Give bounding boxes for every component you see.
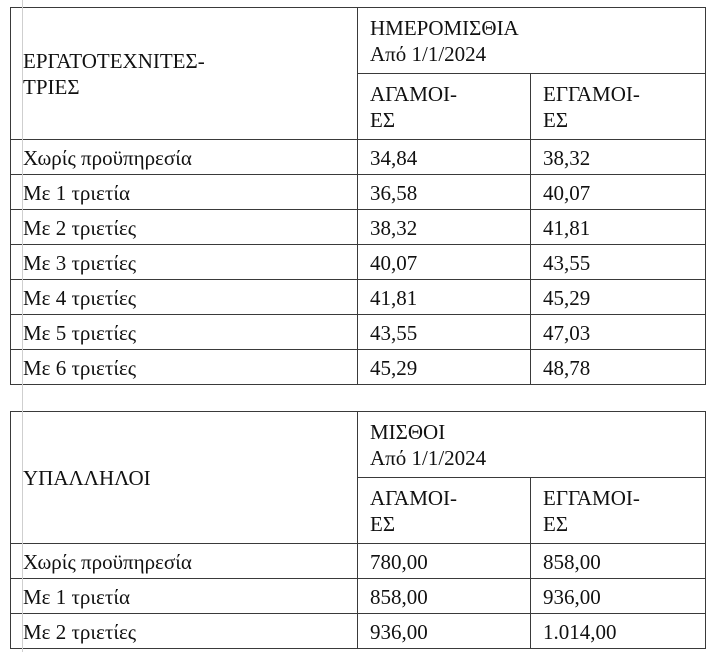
single-value: 780,00 — [358, 544, 531, 579]
single-value: 858,00 — [358, 579, 531, 614]
column-header-single-line1: ΑΓΑΜΟΙ- — [370, 485, 458, 510]
single-value: 41,81 — [358, 280, 531, 315]
single-value: 38,32 — [358, 210, 531, 245]
single-value: 40,07 — [358, 245, 531, 280]
table-header-row — [11, 412, 706, 478]
column-header-married — [531, 478, 706, 544]
table-row — [11, 245, 706, 280]
column-header-single-line1: ΑΓΑΜΟΙ- — [370, 81, 458, 106]
column-header-single — [358, 478, 531, 544]
category-header — [11, 412, 358, 544]
salary-group-header — [358, 412, 706, 478]
column-header-married-line1: ΕΓΓΑΜΟΙ- — [543, 485, 640, 510]
row-label: Με 5 τριετίες — [11, 315, 358, 350]
table-row — [11, 140, 706, 175]
row-label: Με 2 τριετίες — [11, 210, 358, 245]
column-header-single — [358, 74, 531, 140]
row-label: Με 1 τριετία — [11, 579, 358, 614]
row-label: Με 3 τριετίες — [11, 245, 358, 280]
effective-date: Από 1/1/2024 — [370, 445, 487, 470]
married-value: 858,00 — [531, 544, 706, 579]
married-value: 45,29 — [531, 280, 706, 315]
column-header-single-line2: ΕΣ — [370, 107, 396, 132]
table-header-row — [11, 8, 706, 74]
married-value: 43,55 — [531, 245, 706, 280]
row-label: Με 4 τριετίες — [11, 280, 358, 315]
row-label: Χωρίς προϋπηρεσία — [11, 544, 358, 579]
single-value: 43,55 — [358, 315, 531, 350]
married-value: 936,00 — [531, 579, 706, 614]
married-value: 1.014,00 — [531, 614, 706, 649]
row-label: Με 2 τριετίες — [11, 614, 358, 649]
married-value: 38,32 — [531, 140, 706, 175]
page-margin-guide — [22, 0, 23, 652]
category-label-line2: ΤΡΙΕΣ — [23, 74, 80, 99]
category-label: ΥΠΑΛΛΗΛΟΙ — [23, 465, 151, 490]
single-value: 45,29 — [358, 350, 531, 385]
table-row — [11, 315, 706, 350]
wage-group-title: ΗΜΕΡΟΜΙΣΘΙΑ — [370, 15, 519, 40]
column-header-single-line2: ΕΣ — [370, 511, 396, 536]
effective-date: Από 1/1/2024 — [370, 41, 487, 66]
single-value: 34,84 — [358, 140, 531, 175]
category-header — [11, 8, 358, 140]
table-row — [11, 210, 706, 245]
column-header-married — [531, 74, 706, 140]
table-row — [11, 350, 706, 385]
single-value: 936,00 — [358, 614, 531, 649]
column-header-married-line2: ΕΣ — [543, 107, 569, 132]
married-value: 47,03 — [531, 315, 706, 350]
row-label: Χωρίς προϋπηρεσία — [11, 140, 358, 175]
wage-group-header — [358, 8, 706, 74]
married-value: 48,78 — [531, 350, 706, 385]
married-value: 40,07 — [531, 175, 706, 210]
married-value: 41,81 — [531, 210, 706, 245]
table-row — [11, 579, 706, 614]
salary-group-title: ΜΙΣΘΟΙ — [370, 419, 446, 444]
table-row — [11, 544, 706, 579]
workers-daily-wage-table — [10, 7, 706, 385]
table-row — [11, 614, 706, 649]
table-row — [11, 175, 706, 210]
table-row — [11, 280, 706, 315]
single-value: 36,58 — [358, 175, 531, 210]
employees-monthly-salary-table — [10, 411, 706, 649]
row-label: Με 6 τριετίες — [11, 350, 358, 385]
category-label-line1: ΕΡΓΑΤΟΤΕΧΝΙΤΕΣ- — [23, 48, 205, 73]
column-header-married-line1: ΕΓΓΑΜΟΙ- — [543, 81, 640, 106]
column-header-married-line2: ΕΣ — [543, 511, 569, 536]
row-label: Με 1 τριετία — [11, 175, 358, 210]
